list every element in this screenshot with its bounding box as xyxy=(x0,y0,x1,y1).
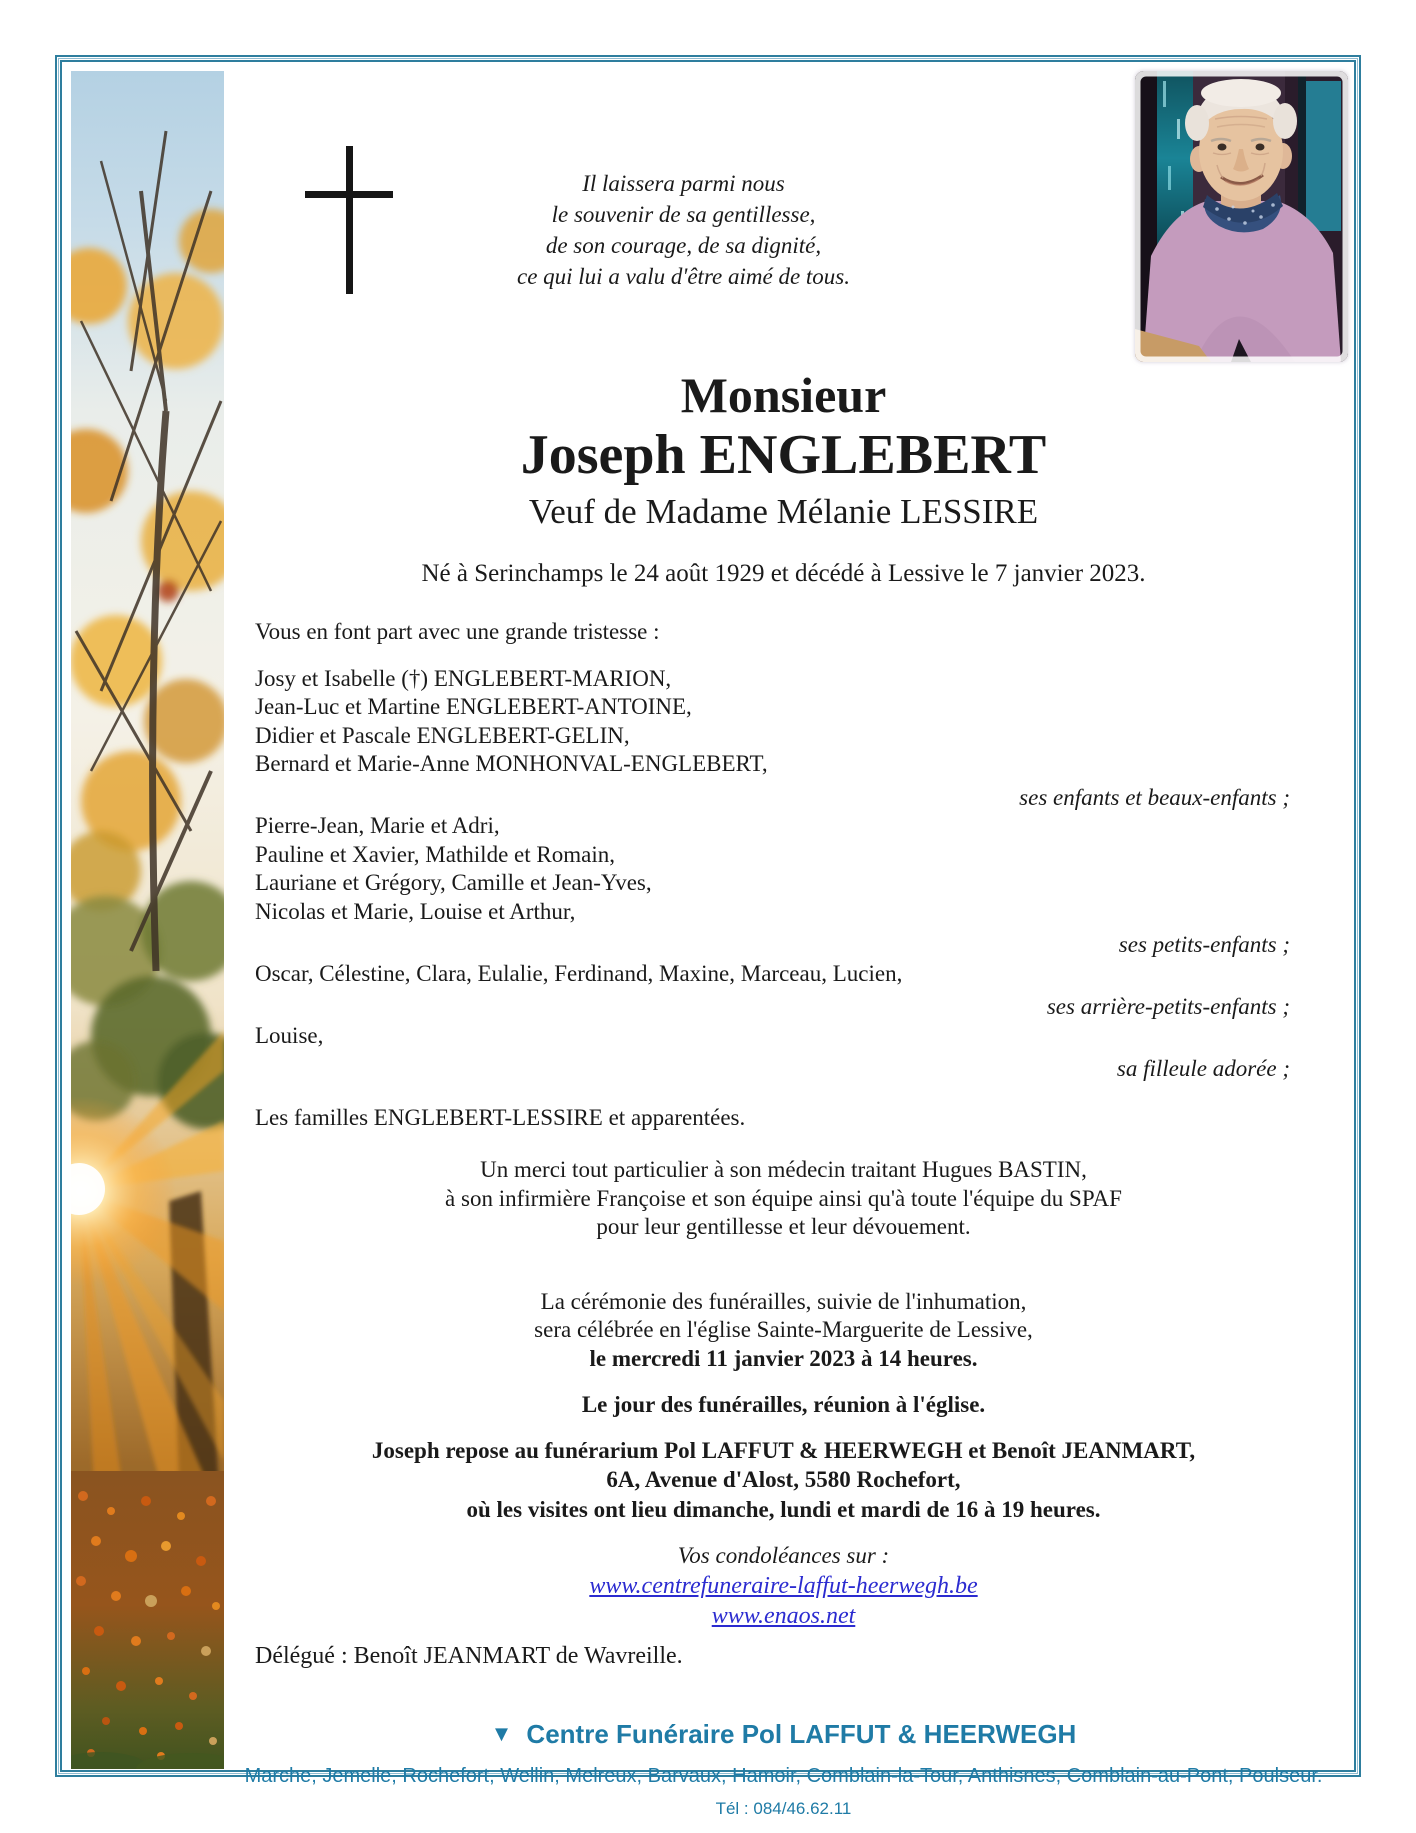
announcement-intro: Vous en font part avec une grande tristesse : xyxy=(255,619,660,645)
funerarium-line: Joseph repose au funérarium Pol LAFFUT & HEERWEGH et Benoît JEANMART, xyxy=(371,1437,1196,1463)
deceased-title: Monsieur xyxy=(680,367,887,423)
card-border-mid xyxy=(58,58,1358,1818)
family-line: Bernard et Marie-Anne MONHONVAL-ENGLEBERT, xyxy=(255,751,768,777)
thanks-paragraph xyxy=(225,1156,1342,1242)
role-label-greatgrandchildren: ses arrière-petits-enfants ; xyxy=(1046,994,1290,1020)
meeting-notice: Le jour des funérailles, réunion à l'église. xyxy=(581,1392,986,1418)
funeral-home-locations: Marche, Jemelle, Rochefort, Wellin, Melreux, Barvaux, Hamoir, Comblain-la-Tour, Anthisnes, Comblain-au-Pont, Poulseur. xyxy=(244,1764,1323,1787)
portrait-illustration xyxy=(1135,71,1348,362)
quote-line: de son courage, de sa dignité, xyxy=(545,233,822,258)
portrait-photo xyxy=(1135,71,1348,362)
condolences-block xyxy=(225,1541,1342,1631)
announcement-content xyxy=(225,68,1342,1818)
quote-line: Il laissera parmi nous xyxy=(582,171,785,196)
thanks-line: à son infirmière Françoise et son équipe ainsi qu'à toute l'équipe du SPAF xyxy=(445,1185,1122,1211)
thanks-line: pour leur gentillesse et leur dévouement. xyxy=(596,1214,971,1240)
family-group-greatgrandchildren xyxy=(225,960,1342,989)
delegate-line: Délégué : Benoît JEANMART de Wavreille. xyxy=(255,1643,683,1670)
condolences-label: Vos condoléances sur : xyxy=(677,1543,890,1569)
deceased-name: Joseph ENGLEBERT xyxy=(520,424,1047,486)
role-label-goddaughter: sa filleule adorée ; xyxy=(1116,1056,1290,1082)
family-line: Lauriane et Grégory, Camille et Jean-Yves, xyxy=(255,870,652,896)
deceased-relation: Veuf de Madame Mélanie LESSIRE xyxy=(528,492,1039,532)
funeral-home-phone: Tél : 084/46.62.11 xyxy=(715,1798,852,1818)
family-line: Oscar, Célestine, Clara, Eulalie, Ferdinand, Maxine, Marceau, Lucien, xyxy=(255,960,903,986)
family-group-goddaughter xyxy=(225,1022,1342,1051)
condolences-link-funeral-home[interactable]: www.centrefuneraire-laffut-heerwegh.be xyxy=(589,1573,978,1600)
condolences-link-enaos[interactable]: www.enaos.net xyxy=(711,1603,856,1630)
life-dates: Né à Serinchamps le 24 août 1929 et décédé à Lessive le 7 janvier 2023. xyxy=(421,559,1146,587)
family-line: Pierre-Jean, Marie et Adri, xyxy=(255,813,500,839)
role-label-children: ses enfants et beaux-enfants ; xyxy=(1019,784,1290,810)
role-label-grandchildren: ses petits-enfants ; xyxy=(1118,932,1290,958)
family-line: Josy et Isabelle (†) ENGLEBERT-MARION, xyxy=(255,665,672,691)
quote-line: le souvenir de sa gentillesse, xyxy=(551,202,816,227)
family-group-children xyxy=(225,665,1342,779)
memorial-quote xyxy=(225,168,1142,292)
funeral-home-name xyxy=(225,1719,1342,1751)
quote-line: ce qui lui a valu d'être aimé de tous. xyxy=(516,264,851,289)
funeral-home-footer xyxy=(225,1719,1342,1819)
card-border-frame xyxy=(55,55,1361,1818)
family-line: Louise, xyxy=(255,1022,324,1048)
autumn-photo-strip xyxy=(71,71,224,1769)
related-families: Les familles ENGLEBERT-LESSIRE et apparentées. xyxy=(255,1104,746,1130)
funerarium-paragraph xyxy=(225,1436,1342,1525)
ceremony-paragraph xyxy=(225,1288,1342,1374)
triangle-down-icon: ▼ xyxy=(490,1720,513,1746)
funerarium-address: 6A, Avenue d'Alost, 5580 Rochefort, xyxy=(606,1467,961,1493)
header-row xyxy=(225,68,1342,368)
funerarium-visits: où les visites ont lieu dimanche, lundi et mardi de 16 à 19 heures. xyxy=(466,1496,1101,1522)
family-line: Nicolas et Marie, Louise et Arthur, xyxy=(255,898,576,924)
funeral-home-name-text: Centre Funéraire Pol LAFFUT & HEERWEGH xyxy=(526,1718,1077,1749)
family-line: Pauline et Xavier, Mathilde et Romain, xyxy=(255,841,615,867)
leafy-ground xyxy=(71,1471,224,1769)
ceremony-datetime: le mercredi 11 janvier 2023 à 14 heures. xyxy=(589,1345,978,1371)
ceremony-line: sera célébrée en l'église Sainte-Marguerite de Lessive, xyxy=(534,1317,1033,1343)
card-inner xyxy=(60,60,1356,1818)
thanks-line: Un merci tout particulier à son médecin traitant Hugues BASTIN, xyxy=(480,1157,1087,1183)
ceremony-line: La cérémonie des funérailles, suivie de l'inhumation, xyxy=(540,1288,1027,1314)
autumn-photo xyxy=(71,71,224,1769)
family-group-grandchildren xyxy=(225,812,1342,926)
family-line: Didier et Pascale ENGLEBERT-GELIN, xyxy=(255,722,630,748)
family-line: Jean-Luc et Martine ENGLEBERT-ANTOINE, xyxy=(255,694,692,720)
